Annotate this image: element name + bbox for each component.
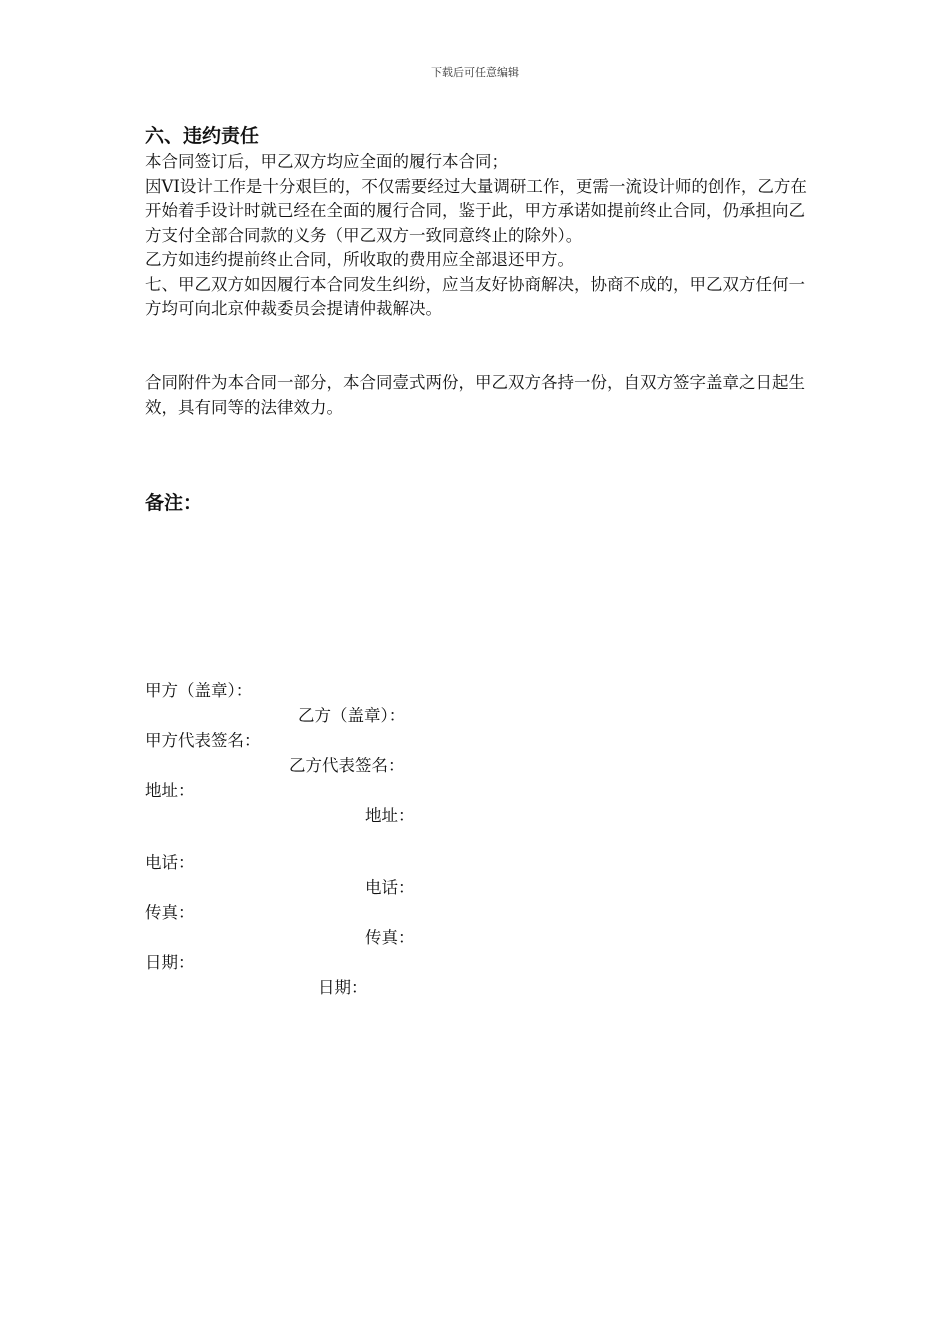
party-b-date-label: 日期： bbox=[318, 978, 368, 997]
party-b-rep-label: 乙方代表签名： bbox=[289, 756, 405, 775]
party-a-date-label: 日期： bbox=[145, 953, 195, 972]
party-b-fax-label: 传真： bbox=[365, 928, 415, 947]
page-header-note: 下载后可任意编辑 bbox=[431, 66, 519, 79]
paragraph-early-termination-party-a: 因VI设计工作是十分艰巨的，不仅需要经过大量调研工作，更需一流设计师的创作，乙方在开始着手设计时就已经在全面的履行合同，鉴于此，甲方承诺如提前终止合同，仍承担向乙方支付全部合同款的义务（甲乙双方一致同意终止的除外）。 bbox=[145, 176, 807, 245]
section-six-heading: 六、违约责任 bbox=[145, 125, 260, 147]
party-a-phone-label: 电话： bbox=[145, 853, 195, 872]
party-a-fax-label: 传真： bbox=[145, 903, 195, 922]
paragraph-appendix: 合同附件为本合同一部分，本合同壹式两份，甲乙双方各持一份，自双方签字盖章之日起生效，具有同等的法律效力。 bbox=[145, 373, 805, 417]
appendix-clause bbox=[145, 371, 810, 420]
paragraph-early-termination-party-b: 乙方如违约提前终止合同，所收取的费用应全部退还甲方。 bbox=[145, 250, 574, 269]
party-a-address-label: 地址： bbox=[145, 781, 195, 800]
party-a-rep-label: 甲方代表签名： bbox=[145, 731, 261, 750]
party-b-seal-label: 乙方（盖章）： bbox=[298, 706, 406, 725]
party-a-seal-label: 甲方（盖章）： bbox=[145, 681, 253, 700]
paragraph-obligation: 本合同签订后，甲乙双方均应全面的履行本合同； bbox=[145, 152, 508, 171]
paragraph-dispute-resolution: 七、甲乙双方如因履行本合同发生纠纷，应当友好协商解决，协商不成的，甲乙双方任何一方均可向北京仲裁委员会提请仲裁解决。 bbox=[145, 274, 805, 318]
section-six-body bbox=[145, 150, 810, 322]
party-b-phone-label: 电话： bbox=[365, 878, 415, 897]
remarks-heading: 备注： bbox=[145, 492, 203, 514]
party-b-address-label: 地址： bbox=[365, 806, 415, 825]
